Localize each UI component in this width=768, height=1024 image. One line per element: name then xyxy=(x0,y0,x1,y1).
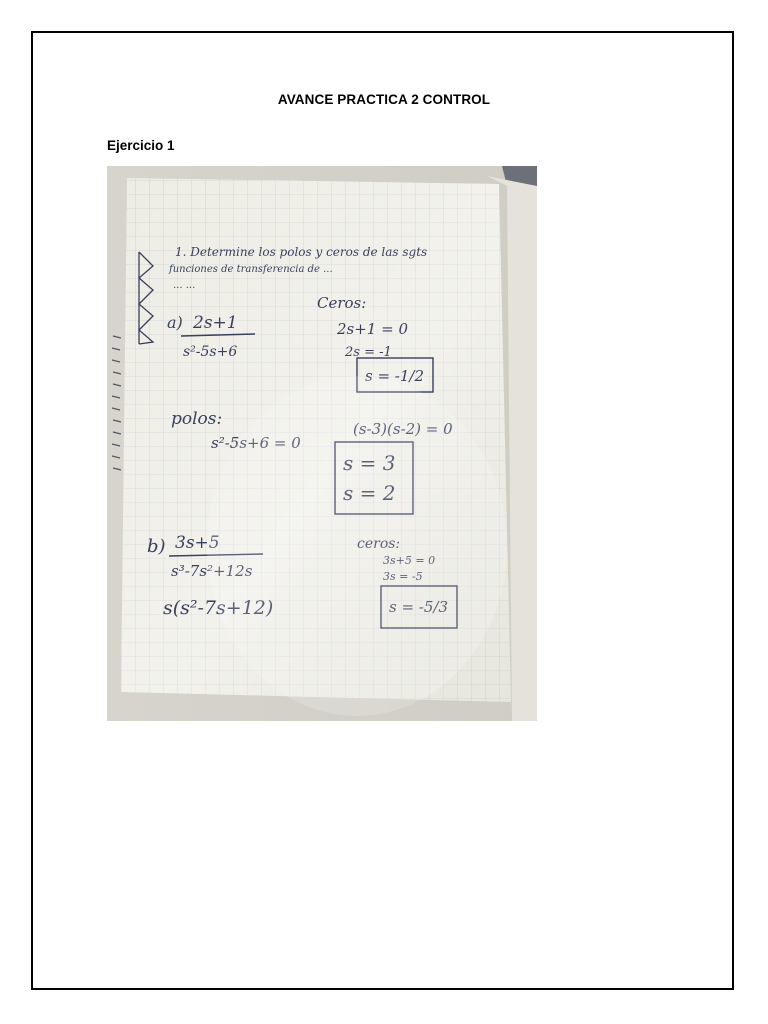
zero-result-a: s = -1/2 xyxy=(365,367,425,385)
denominator-b: s³-7s²+12s xyxy=(171,562,253,580)
zeros-work-b-2: 3s = -5 xyxy=(383,570,423,583)
factored-b: s(s²-7s+12) xyxy=(163,597,274,619)
poles-heading-a: polos: xyxy=(171,409,223,429)
zero-result-b: s = -5/3 xyxy=(389,598,449,616)
factored-a: (s-3)(s-2) = 0 xyxy=(353,420,453,438)
document-title: AVANCE PRACTICA 2 CONTROL xyxy=(277,92,491,107)
denominator-a: s²-5s+6 xyxy=(183,344,238,360)
numerator-b: 3s+5 xyxy=(175,533,220,553)
instruction-line-2: funciones de transferencia de ... xyxy=(169,264,333,275)
zeros-work-b-1: 3s+5 = 0 xyxy=(383,554,436,567)
pole-result-a-1: s = 3 xyxy=(343,451,396,475)
instruction-line-3: ... ... xyxy=(173,280,196,291)
numerator-a: 2s+1 xyxy=(193,313,238,333)
light-glare xyxy=(207,376,507,716)
handwritten-notes-photo xyxy=(107,166,537,721)
notes-photo-svg xyxy=(107,166,537,721)
pole-result-a-2: s = 2 xyxy=(343,481,396,505)
zeros-heading-a: Ceros: xyxy=(317,294,367,312)
instruction-line-1: 1. Determine los polos y ceros de las sgts xyxy=(175,245,428,259)
zeros-work-a-1: 2s+1 = 0 xyxy=(337,320,409,338)
zeros-work-a-2: 2s = -1 xyxy=(345,345,392,360)
exercise-heading: Ejercicio 1 xyxy=(107,138,175,153)
label-b: b) xyxy=(147,536,166,557)
poles-work-a: s²-5s+6 = 0 xyxy=(211,434,301,452)
label-a: a) xyxy=(167,313,183,332)
zeros-heading-b: ceros: xyxy=(357,536,401,552)
